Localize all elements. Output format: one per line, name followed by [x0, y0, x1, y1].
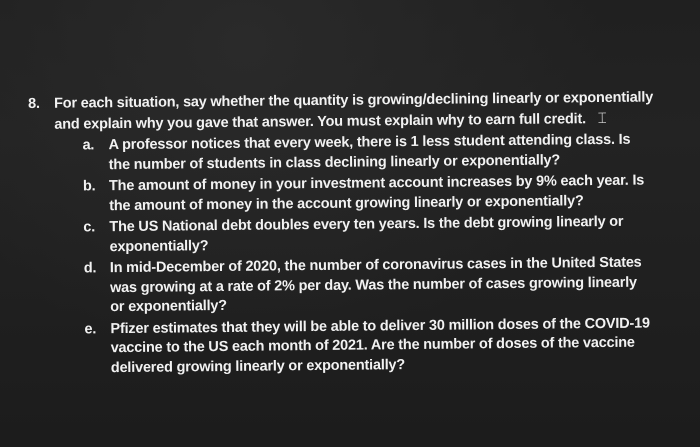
question-prompt-text: For each situation, say whether the quantity is growing/declining linearly or exponentially and explain why you gave that answer. You must explain why to earn full credit.	[54, 89, 654, 133]
question-header	[28, 88, 678, 135]
item-letter: c.	[83, 219, 96, 236]
item-text: A professor notices that every week, there is 1 less student attending class. Is the number of students in class declining linearly or exponentially?	[108, 131, 631, 173]
situation-item-b	[83, 171, 679, 216]
text-cursor-icon: ⌶	[597, 109, 607, 127]
item-letter: e.	[84, 320, 97, 337]
question-8	[28, 88, 681, 381]
item-text: Pfizer estimates that they will be able to deliver 30 million doses of the COVID-19 vaccine to the US each month of 2021. Are the number of doses of the vaccine delivered growing linearly or exponentially?	[110, 315, 650, 376]
item-text: In mid-December of 2020, the number of coronavirus cases in the United States was growing at a rate of 2% per day. Was the number of cases growing linearly or exponentially?	[109, 254, 642, 316]
situation-item-c	[83, 212, 679, 257]
question-number: 8.	[28, 95, 40, 112]
item-text: The US National debt doubles every ten years. Is the debt growing linearly or exponentially?	[109, 213, 624, 255]
item-letter: a.	[82, 137, 95, 154]
situation-list	[82, 130, 681, 378]
situation-item-d	[84, 253, 681, 318]
situation-item-e	[84, 314, 681, 379]
item-text: The amount of money in your investment account increases by 9% each year. Is the amount of money in the account growing linearly or exponentially?	[108, 172, 645, 214]
question-prompt	[54, 88, 678, 135]
item-letter: d.	[83, 260, 97, 277]
situation-item-a	[82, 130, 678, 175]
item-letter: b.	[82, 178, 96, 195]
